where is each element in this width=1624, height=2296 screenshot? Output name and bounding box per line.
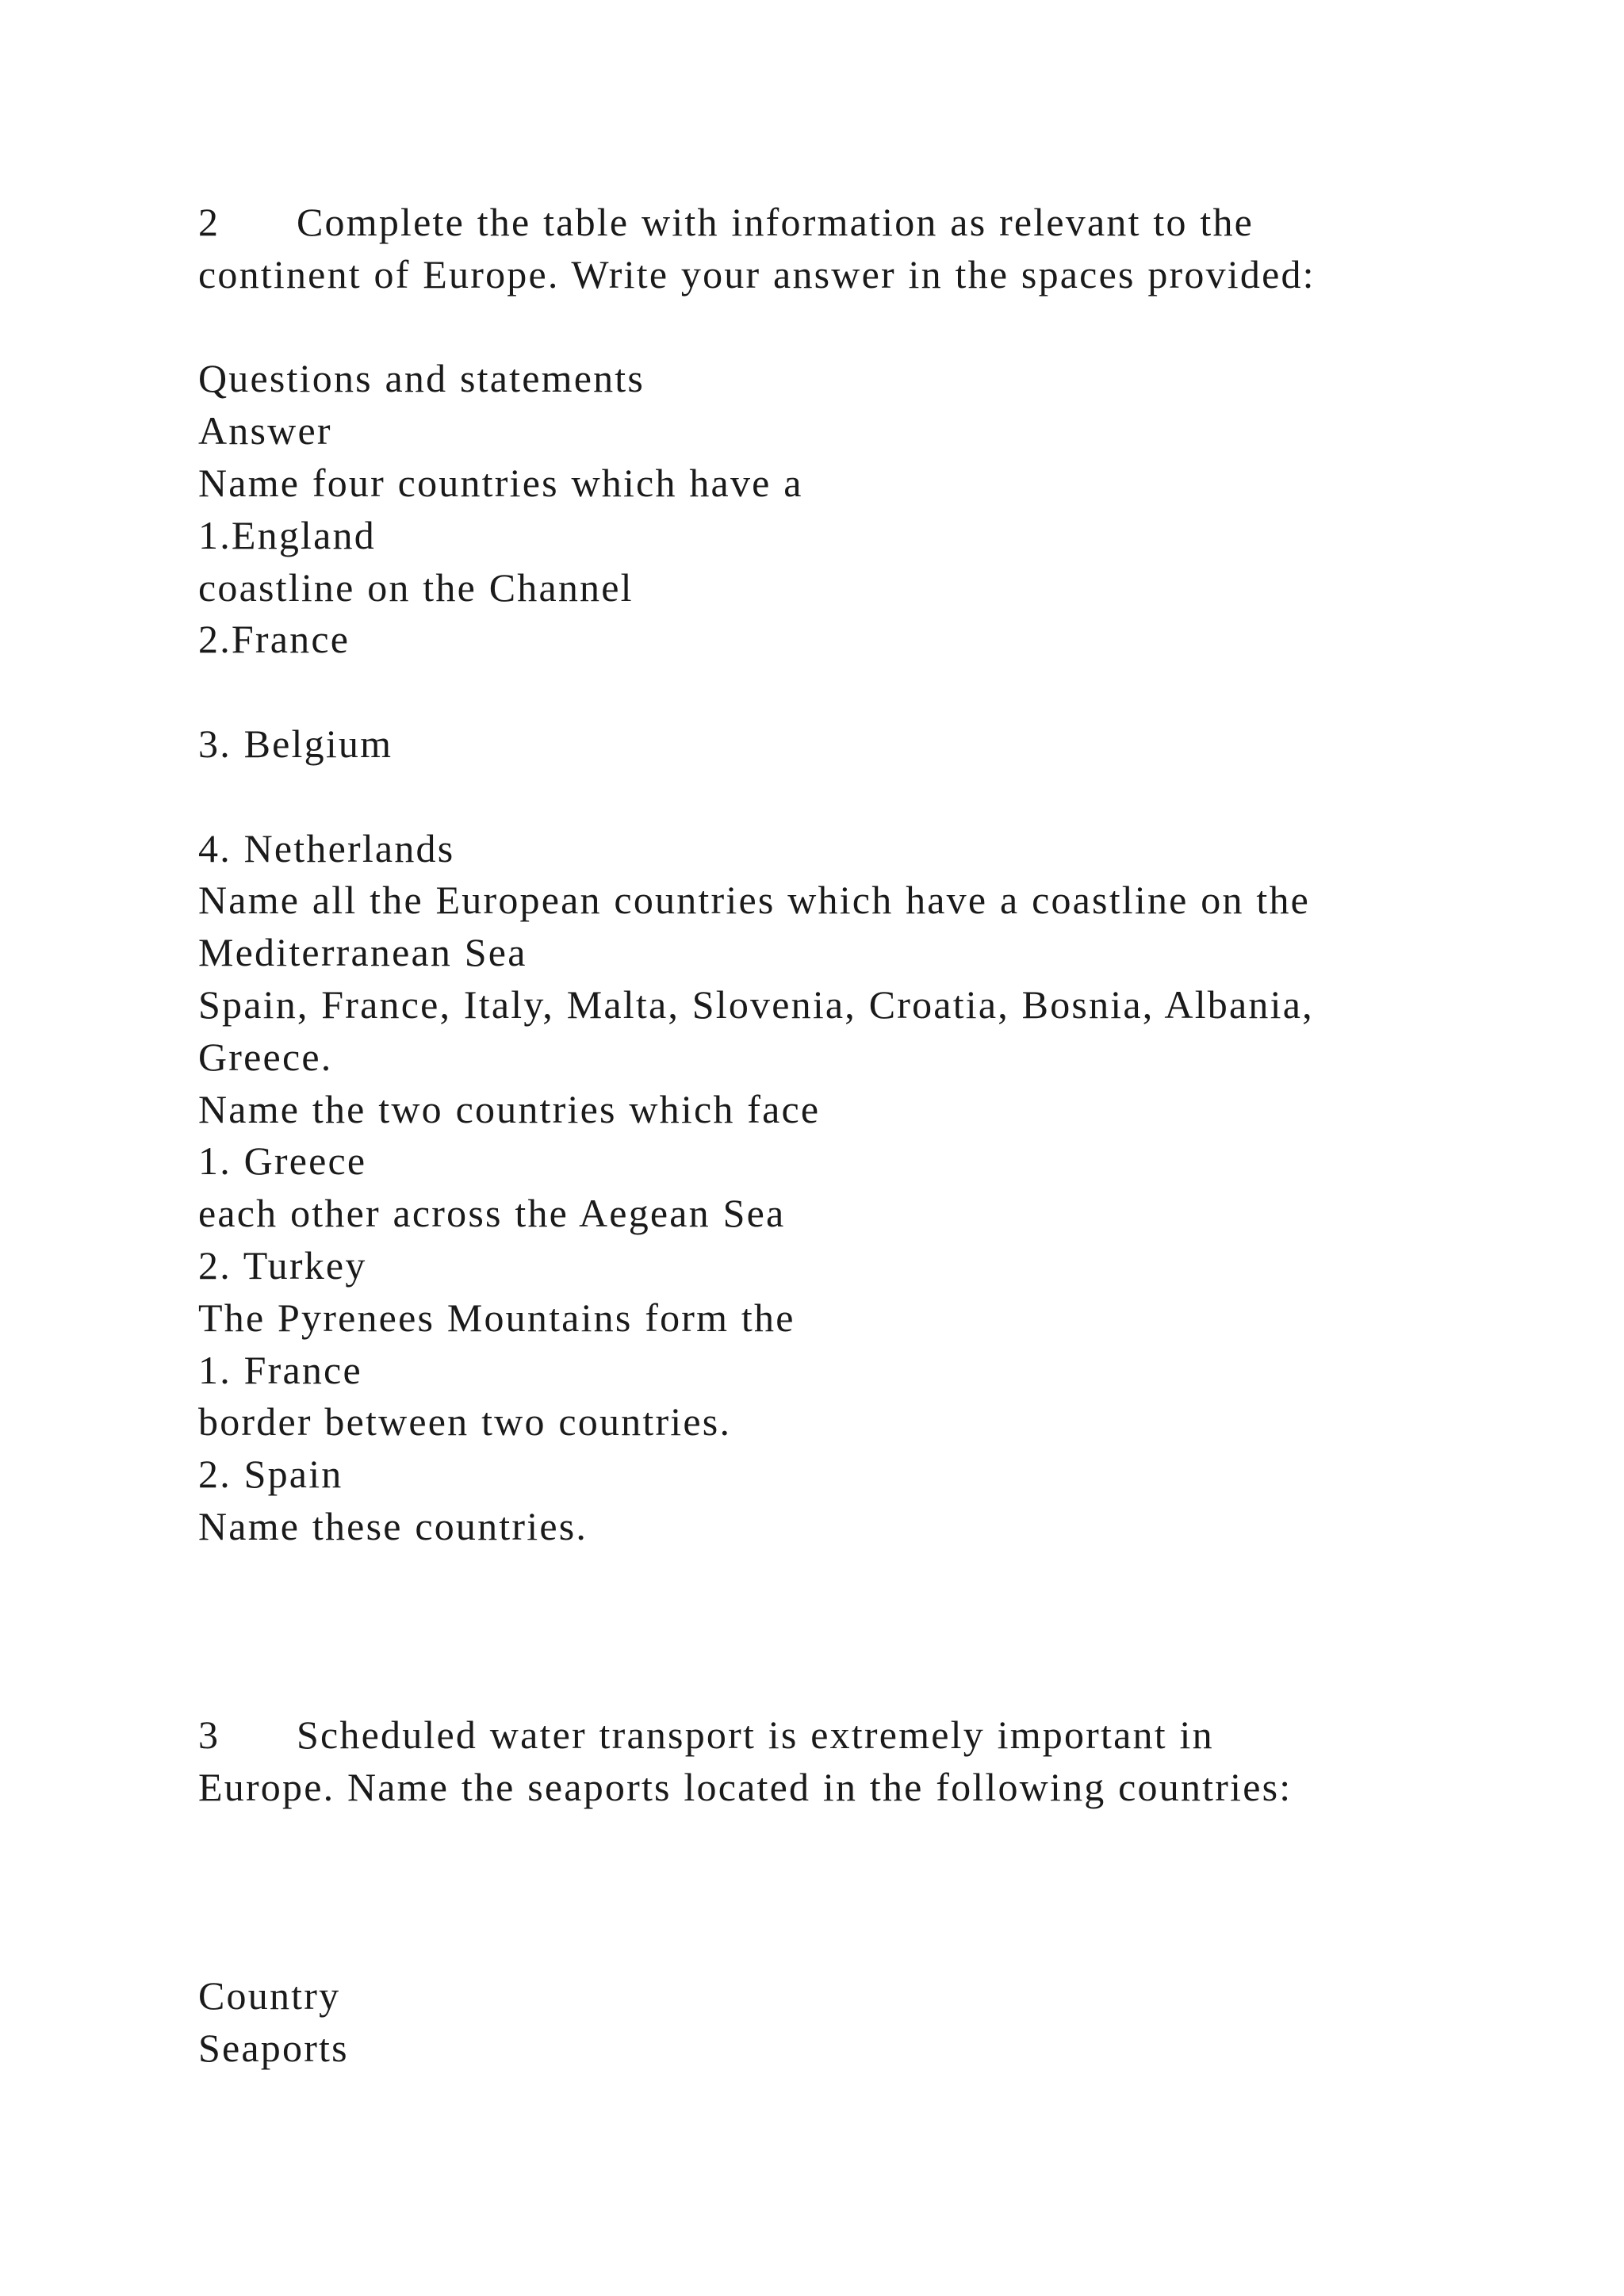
spacer (198, 1918, 1507, 1970)
section-3-number: 3 (198, 1712, 220, 1758)
section-2-intro-line-1: Complete the table with information as relevant to the (297, 200, 1254, 244)
question-2-line-1: Name all the European countries which have a coastline on the (198, 878, 1311, 923)
answer-1-item-4: 4. Netherlands (198, 825, 455, 871)
section-3-intro-line-2: Europe. Name the seaports located in the following countries: (198, 1764, 1293, 1809)
table-header-country: Country (198, 1973, 341, 2019)
section-2-number: 2 (198, 200, 220, 244)
question-1-line-2: coastline on the Channel (198, 564, 634, 610)
question-3-line-1: Name the two countries which face (198, 1086, 821, 1131)
question-4-line-1: The Pyrenees Mountains form the (198, 1295, 795, 1340)
spacer (198, 301, 1507, 354)
table-header-answer: Answer (198, 408, 332, 453)
answer-1-item-1: 1.England (198, 512, 376, 557)
answer-4-item-2: 2. Spain (198, 1452, 343, 1497)
answer-3-item-2: 2. Turkey (198, 1242, 367, 1288)
spacer (198, 666, 1507, 718)
question-2-line-2: Mediterranean Sea (198, 930, 527, 975)
spacer (198, 1553, 1507, 1605)
spacer (198, 1605, 1507, 1658)
spacer (198, 1866, 1507, 1919)
question-1-line-1: Name four countries which have a (198, 460, 803, 505)
table-header-seaports: Seaports (198, 2025, 349, 2070)
section-2-intro-line-2: continent of Europe. Write your answer in the spaces provided: (198, 251, 1316, 297)
answer-3-item-1: 1. Greece (198, 1138, 367, 1184)
section-3-heading (198, 1709, 1507, 1762)
table-header-questions: Questions and statements (198, 356, 645, 401)
answer-1-item-3: 3. Belgium (198, 721, 393, 766)
section-3-intro-line-1: Scheduled water transport is extremely important in (297, 1712, 1214, 1758)
question-4-line-2: border between two countries. (198, 1399, 732, 1445)
answer-1-item-2: 2.France (198, 617, 350, 662)
section-2-heading (198, 197, 1507, 249)
spacer (198, 1814, 1507, 1866)
answer-2-line-1: Spain, France, Italy, Malta, Slovenia, Croatia, Bosnia, Albania, (198, 982, 1314, 1027)
question-4-line-3: Name these countries. (198, 1503, 588, 1548)
answer-2-line-2: Greece. (198, 1034, 333, 1079)
spacer (198, 1657, 1507, 1709)
spacer (198, 771, 1507, 823)
answer-4-item-1: 1. France (198, 1347, 362, 1392)
document-body (198, 197, 1507, 2075)
question-3-line-2: each other across the Aegean Sea (198, 1191, 786, 1236)
